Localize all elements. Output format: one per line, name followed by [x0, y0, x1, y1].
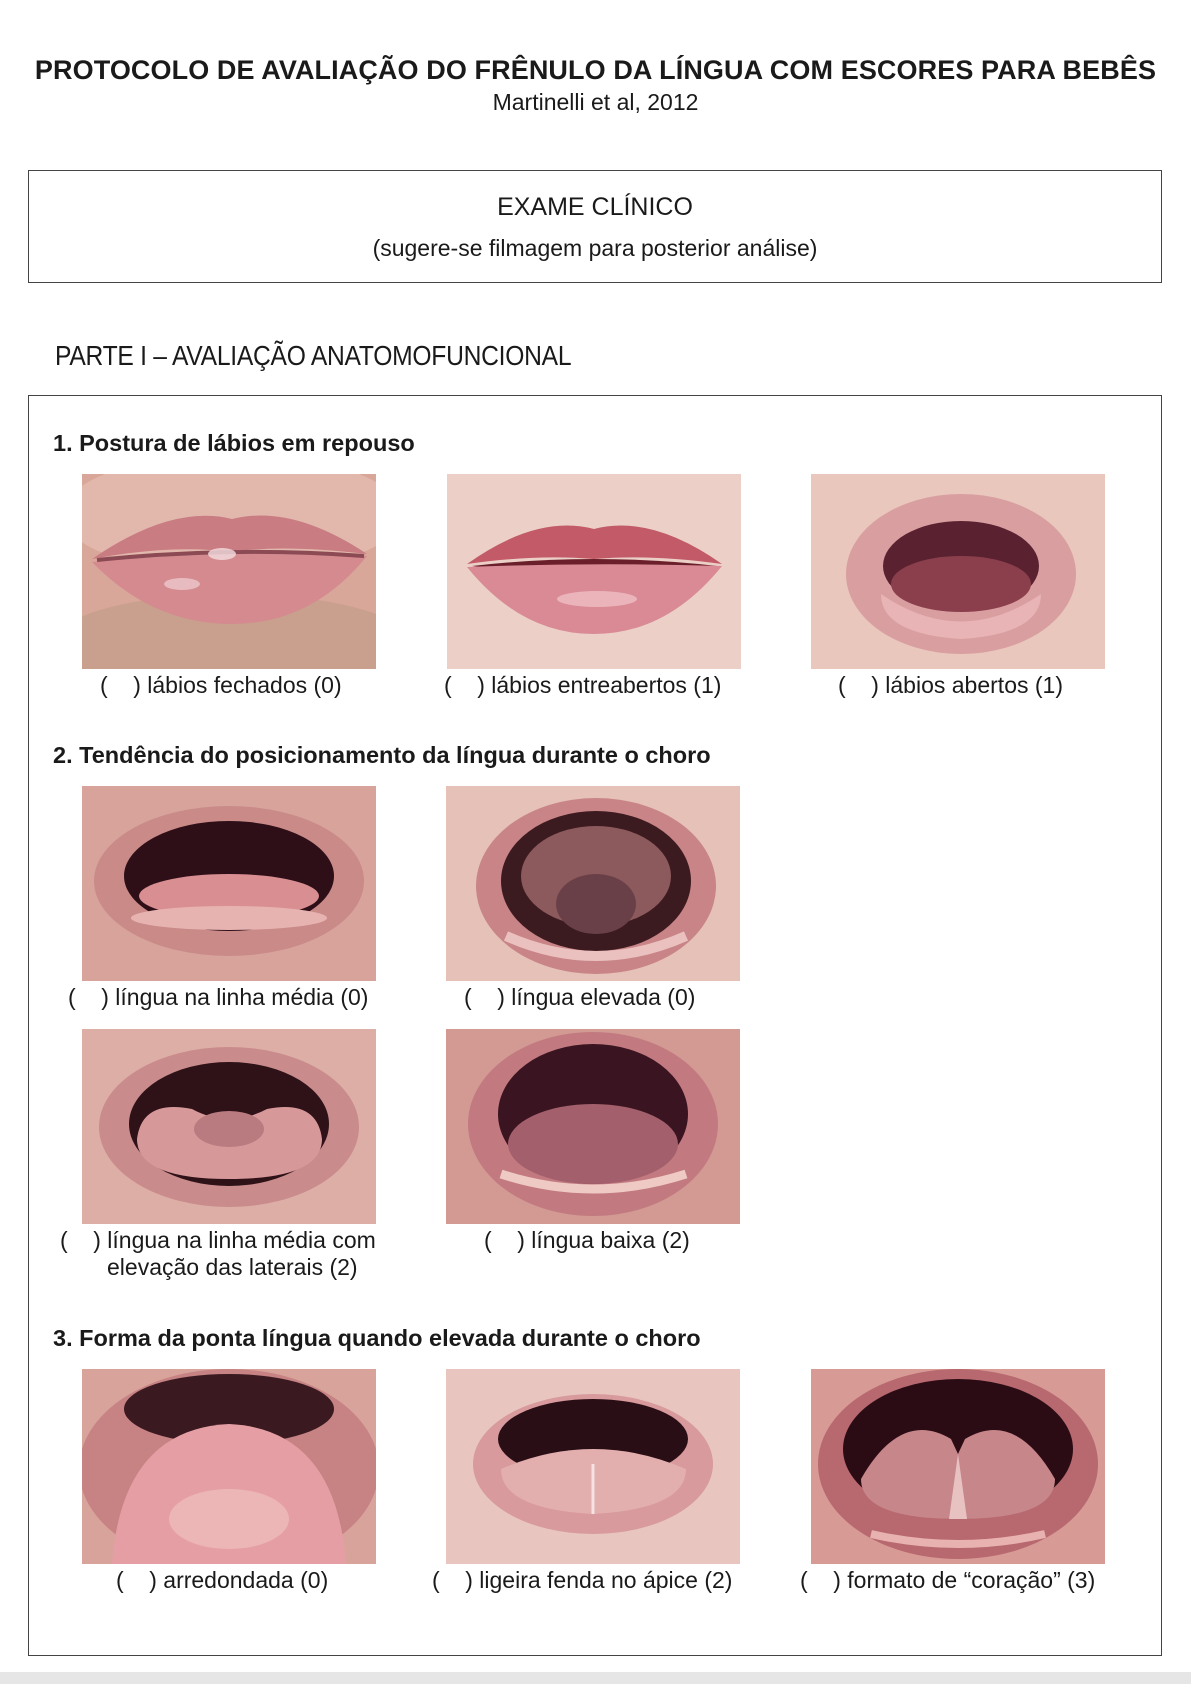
option-lips-parted[interactable] [444, 672, 721, 699]
exam-title: EXAME CLÍNICO [497, 193, 693, 221]
document-title: PROTOCOLO DE AVALIAÇÃO DO FRÊNULO DA LÍNGUA COM ESCORES PARA BEBÊS [34, 55, 1157, 85]
option-label: lábios abertos (1) [885, 672, 1063, 698]
option-label-line2: elevação das laterais (2) [107, 1254, 358, 1280]
checkbox[interactable]: ( ) [484, 1227, 525, 1253]
option-tip-slight-cleft[interactable] [432, 1567, 732, 1594]
option-label: língua na linha média com [107, 1227, 376, 1253]
document-authors: Martinelli et al, 2012 [492, 89, 699, 115]
option-label: língua baixa (2) [531, 1227, 690, 1253]
checkbox[interactable]: ( ) [800, 1567, 841, 1593]
exam-note: (sugere-se filmagem para posterior análise) [372, 235, 818, 261]
option-tongue-midline-lateral[interactable] [60, 1227, 376, 1254]
option-label: língua na linha média (0) [115, 984, 369, 1010]
section-1-title: 1. Postura de lábios em repouso [53, 430, 415, 456]
checkbox[interactable]: ( ) [444, 672, 485, 698]
option-label: lábios entreabertos (1) [491, 672, 722, 698]
option-tongue-midline[interactable] [68, 984, 368, 1011]
option-lips-closed[interactable] [100, 672, 342, 699]
option-label: arredondada (0) [163, 1567, 329, 1593]
photo-tongue-midline [82, 786, 376, 981]
photo-tip-rounded [82, 1369, 376, 1564]
exam-box [28, 170, 1162, 283]
page-bottom-edge [0, 1672, 1191, 1684]
option-tip-rounded[interactable] [116, 1567, 328, 1594]
checkbox[interactable]: ( ) [100, 672, 141, 698]
photo-lips-open [811, 474, 1105, 669]
option-tongue-elevated[interactable] [464, 984, 695, 1011]
checkbox[interactable]: ( ) [838, 672, 879, 698]
photo-tongue-low [446, 1029, 740, 1224]
section-2-title: 2. Tendência do posicionamento da língua durante o choro [53, 742, 711, 768]
checkbox[interactable]: ( ) [68, 984, 109, 1010]
photo-tip-heart-shape [811, 1369, 1105, 1564]
option-label: formato de “coração” (3) [847, 1567, 1096, 1593]
option-lips-open[interactable] [838, 672, 1063, 699]
part-title: PARTE I – AVALIAÇÃO ANATOMOFUNCIONAL [55, 340, 572, 371]
option-tongue-low[interactable] [484, 1227, 690, 1254]
checkbox[interactable]: ( ) [464, 984, 505, 1010]
section-3-title: 3. Forma da ponta língua quando elevada durante o choro [53, 1325, 701, 1351]
photo-lips-parted [447, 474, 741, 669]
option-label: lábios fechados (0) [147, 672, 342, 698]
photo-tongue-midline-lateral [82, 1029, 376, 1224]
checkbox[interactable]: ( ) [60, 1227, 101, 1253]
checkbox[interactable]: ( ) [116, 1567, 157, 1593]
photo-tongue-elevated [446, 786, 740, 981]
photo-lips-closed [82, 474, 376, 669]
photo-tip-slight-cleft [446, 1369, 740, 1564]
option-label: língua elevada (0) [511, 984, 696, 1010]
option-label: ligeira fenda no ápice (2) [479, 1567, 733, 1593]
checkbox[interactable]: ( ) [432, 1567, 473, 1593]
option-tip-heart-shape[interactable] [800, 1567, 1095, 1594]
